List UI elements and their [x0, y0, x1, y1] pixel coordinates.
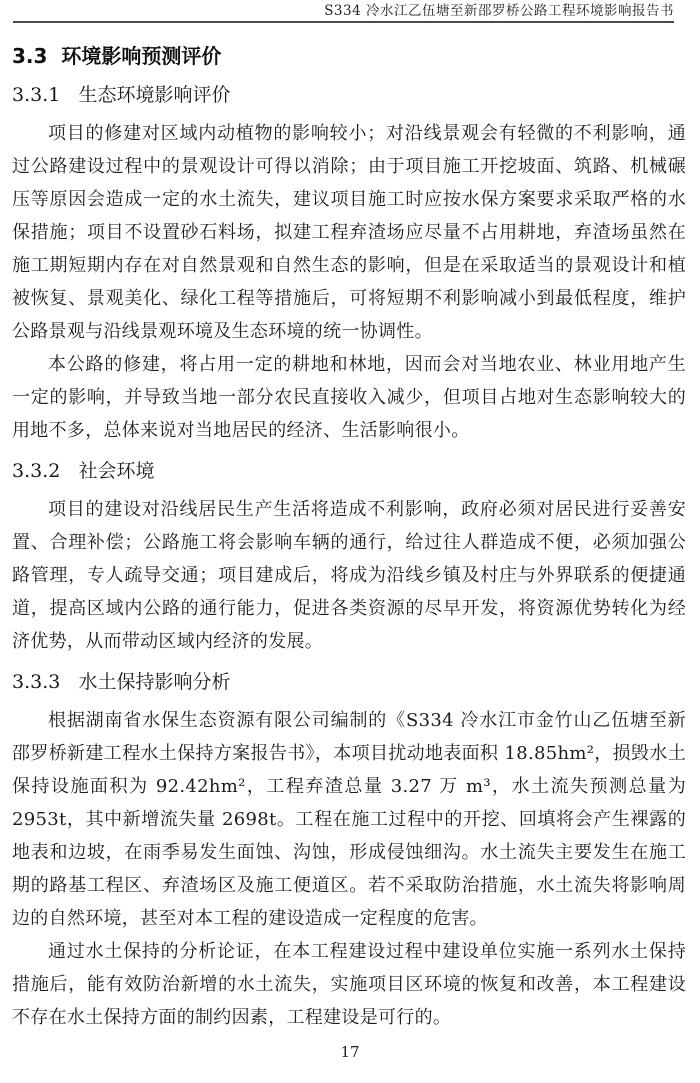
paragraph-ecology-2: 本公路的修建，将占用一定的耕地和林地，因而会对当地农业、林业用地产生一定的影响，并导致当地一部分农民直接收入减少，但项目占地对生态影响较大的用地不多，总体来说对当地居民的经济、生活影响很小。 [12, 354, 686, 441]
heading-3-3-1: 3.3.1 生态环境影响评价 [12, 84, 231, 106]
heading-3-3-2: 3.3.2 社会环境 [12, 460, 155, 482]
document-content [12, 23, 686, 1038]
heading-3-3: 3.3 环境影响预测评价 [12, 44, 222, 68]
running-header-title: S334 冷水江乙伍塘至新邵罗桥公路工程环境影响报告书 [324, 3, 674, 19]
page-header [13, 0, 674, 23]
paragraph-soil-2: 通过水土保持的分析论证，在本工程建设过程中建设单位实施一系列水土保持措施后，能有效防治新增的水土流失，实施项目区环境的恢复和改善，本工程建设不存在水土保持方面的制约因素，工程建设是可行的。 [12, 941, 686, 1028]
paragraph-ecology-1: 项目的修建对区域内动植物的影响较小；对沿线景观会有轻微的不利影响，通过公路建设过程中的景观设计可得以消除；由于项目施工开挖坡面、筑路、机械碾压等原因会造成一定的水土流失，建议项目施工时应按水保方案要求采取严格的水保措施；项目不设置砂石料场，拟建工程弃渣场应尽量不占用耕地，弃渣场虽然在施工期短期内存在对自然景观和自然生态的影响，但是在采取适当的景观设计和植被恢复、景观美化、绿化工程等措施后，可将短期不利影响减小到最低程度，维护公路景观与沿线景观环境及生态环境的统一协调性。 [12, 123, 686, 342]
page-number: 17 [340, 1043, 360, 1061]
paragraph-soil-1: 根据湖南省水保生态资源有限公司编制的《S334 冷水江市金竹山乙伍塘至新邵罗桥新建工程水土保持方案报告书》，本项目扰动地表面积 18.85hm²，损毁水土保持设施面积为 92.42hm²，工程弃渣总量 3.27 万 m³，水土流失预测总量为 2953t，其中新增流失量 2698t。工程在施工过程中的开挖、回填将会产生裸露的地表和边坡，在雨季易发生面蚀、沟蚀，形成侵蚀细沟。水土流失主要发生在施工期的路基工程区、弃渣场区及施工便道区。若不采取防治措施，水土流失将影响周边的自然环境，甚至对本工程的建设造成一定程度的危害。 [12, 710, 686, 929]
heading-3-3-3: 3.3.3 水土保持影响分析 [12, 671, 231, 693]
paragraph-social-1: 项目的建设对沿线居民生产生活将造成不利影响，政府必须对居民进行妥善安置、合理补偿；公路施工将会影响车辆的通行，给过往人群造成不便，必须加强公路管理，专人疏导交通；项目建成后，将成为沿线乡镇及村庄与外界联系的便捷通道，提高区域内公路的通行能力，促进各类资源的尽早开发，将资源优势转化为经济优势，从而带动区域内经济的发展。 [12, 499, 686, 652]
page-footer [0, 1042, 700, 1061]
